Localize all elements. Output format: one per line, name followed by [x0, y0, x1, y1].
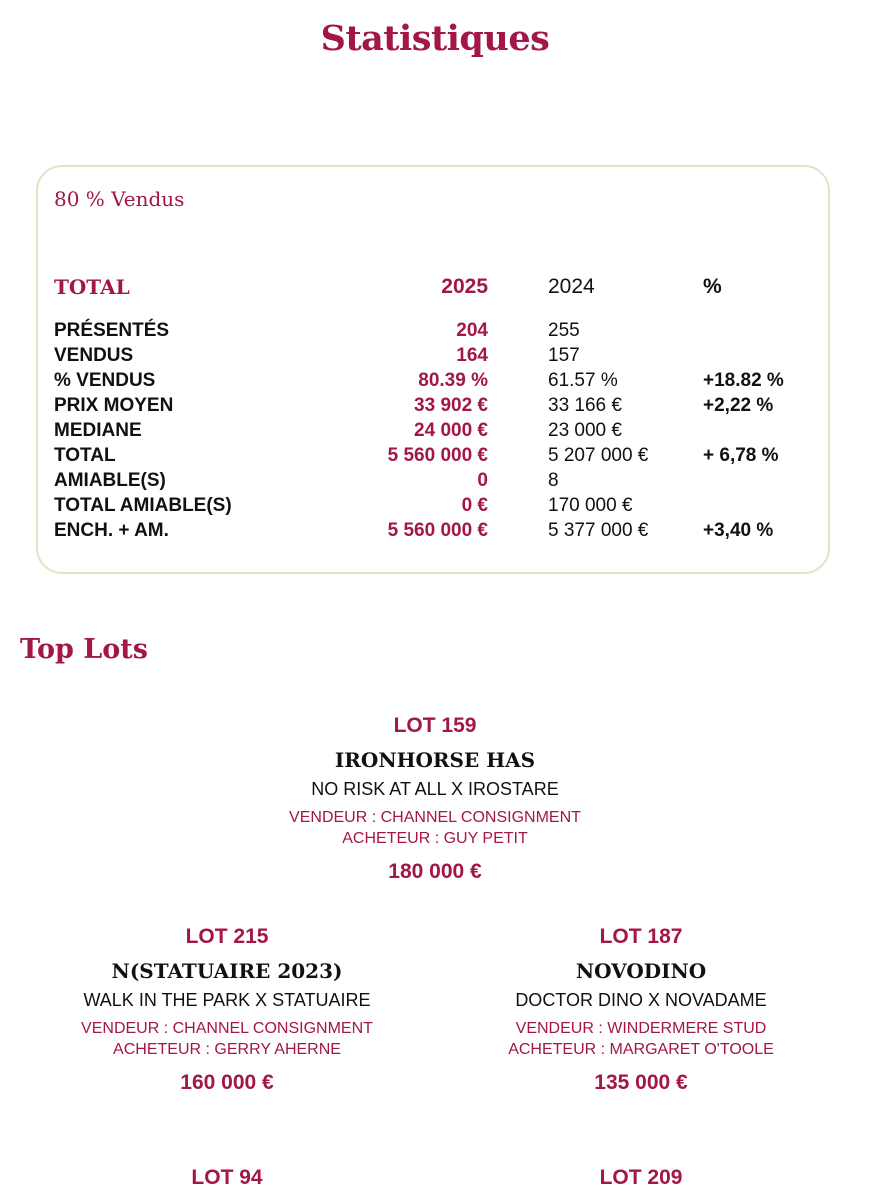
stats-row-vendus [38, 345, 828, 370]
stats-row-2025: 164 [456, 345, 488, 366]
horse-name: N(STATUAIRE 2023) [111, 959, 343, 983]
stats-row-presentes [38, 320, 828, 345]
stats-row-ench-am [38, 520, 828, 545]
stats-row-2024: 5 377 000 € [548, 520, 649, 541]
pedigree: WALK IN THE PARK X STATUAIRE [83, 990, 371, 1010]
stats-row-label: VENDUS [54, 345, 134, 366]
stats-row-2024: 8 [548, 470, 559, 491]
stats-row-2024: 157 [548, 345, 580, 366]
stats-row-2024: 61.57 % [548, 370, 618, 391]
sold-percentage-heading: 80 % Vendus [54, 187, 185, 211]
price: 135 000 € [594, 1071, 688, 1094]
stats-row-2024: 5 207 000 € [548, 445, 649, 466]
stats-row-total [38, 445, 828, 470]
stats-row-pct-vendus [38, 370, 828, 395]
buyer: ACHETEUR : GERRY AHERNE [113, 1041, 341, 1058]
lot-number: LOT 94 [191, 1166, 263, 1189]
lot-number: LOT 187 [599, 925, 683, 948]
lot-card-159[interactable] [225, 711, 645, 887]
horse-name: NOVODINO [575, 959, 707, 983]
seller: VENDEUR : CHANNEL CONSIGNMENT [81, 1020, 373, 1037]
stats-row-2025: 80.39 % [418, 370, 488, 391]
stats-row-2025: 204 [456, 320, 488, 341]
price: 180 000 € [388, 860, 482, 883]
stats-row-label: % VENDUS [54, 370, 156, 391]
stats-row-percent: +2,22 % [703, 395, 774, 416]
lot-number: LOT 159 [393, 714, 477, 737]
stats-row-mediane [38, 420, 828, 445]
stats-row-label: MEDIANE [54, 420, 142, 441]
stats-row-label: TOTAL [54, 445, 116, 466]
lot-number: LOT 209 [599, 1166, 683, 1189]
pedigree: DOCTOR DINO X NOVADAME [515, 990, 767, 1010]
stats-header-total: TOTAL [54, 275, 130, 299]
stats-row-percent: +3,40 % [703, 520, 774, 541]
lot-number: LOT 215 [185, 925, 269, 948]
lot-card-209[interactable] [431, 1163, 851, 1193]
lot-card-94[interactable] [17, 1163, 437, 1193]
stats-row-label: AMIABLE(S) [54, 470, 166, 491]
horse-name: IRONHORSE HAS [334, 748, 536, 772]
stats-row-amiables [38, 470, 828, 495]
stats-row-2025: 24 000 € [414, 420, 488, 441]
stats-row-2025: 0 [477, 470, 488, 491]
top-lots-title: Top Lots [20, 634, 148, 665]
stats-row-label: TOTAL AMIABLE(S) [54, 495, 232, 516]
stats-row-2025: 33 902 € [414, 395, 488, 416]
stats-card [36, 165, 830, 574]
lot-card-215[interactable] [17, 922, 437, 1098]
lot-card-187[interactable] [431, 922, 851, 1098]
page-title: Statistiques [320, 18, 550, 59]
stats-row-label: ENCH. + AM. [54, 520, 169, 541]
stats-row-percent: +18.82 % [703, 370, 784, 391]
stats-row-2024: 255 [548, 320, 580, 341]
stats-row-2024: 170 000 € [548, 495, 633, 516]
stats-row-2024: 33 166 € [548, 395, 622, 416]
pedigree: NO RISK AT ALL X IROSTARE [311, 779, 559, 799]
buyer: ACHETEUR : MARGARET O'TOOLE [508, 1041, 774, 1058]
stats-header-2024: 2024 [548, 275, 595, 298]
stats-row-total-amiables [38, 495, 828, 520]
seller: VENDEUR : CHANNEL CONSIGNMENT [289, 809, 581, 826]
stats-row-2025: 5 560 000 € [387, 520, 488, 541]
stats-row-label: PRIX MOYEN [54, 395, 174, 416]
seller: VENDEUR : WINDERMERE STUD [515, 1020, 767, 1037]
stats-header-2025: 2025 [441, 275, 488, 298]
stats-header-percent: % [703, 275, 722, 298]
stats-row-label: PRÉSENTÉS [54, 320, 170, 341]
stats-row-percent: + 6,78 % [703, 445, 779, 466]
stats-row-2024: 23 000 € [548, 420, 622, 441]
buyer: ACHETEUR : GUY PETIT [342, 830, 528, 847]
price: 160 000 € [180, 1071, 274, 1094]
stats-row-2025: 5 560 000 € [387, 445, 488, 466]
stats-row-2025: 0 € [461, 495, 488, 516]
stats-row-prix-moyen [38, 395, 828, 420]
